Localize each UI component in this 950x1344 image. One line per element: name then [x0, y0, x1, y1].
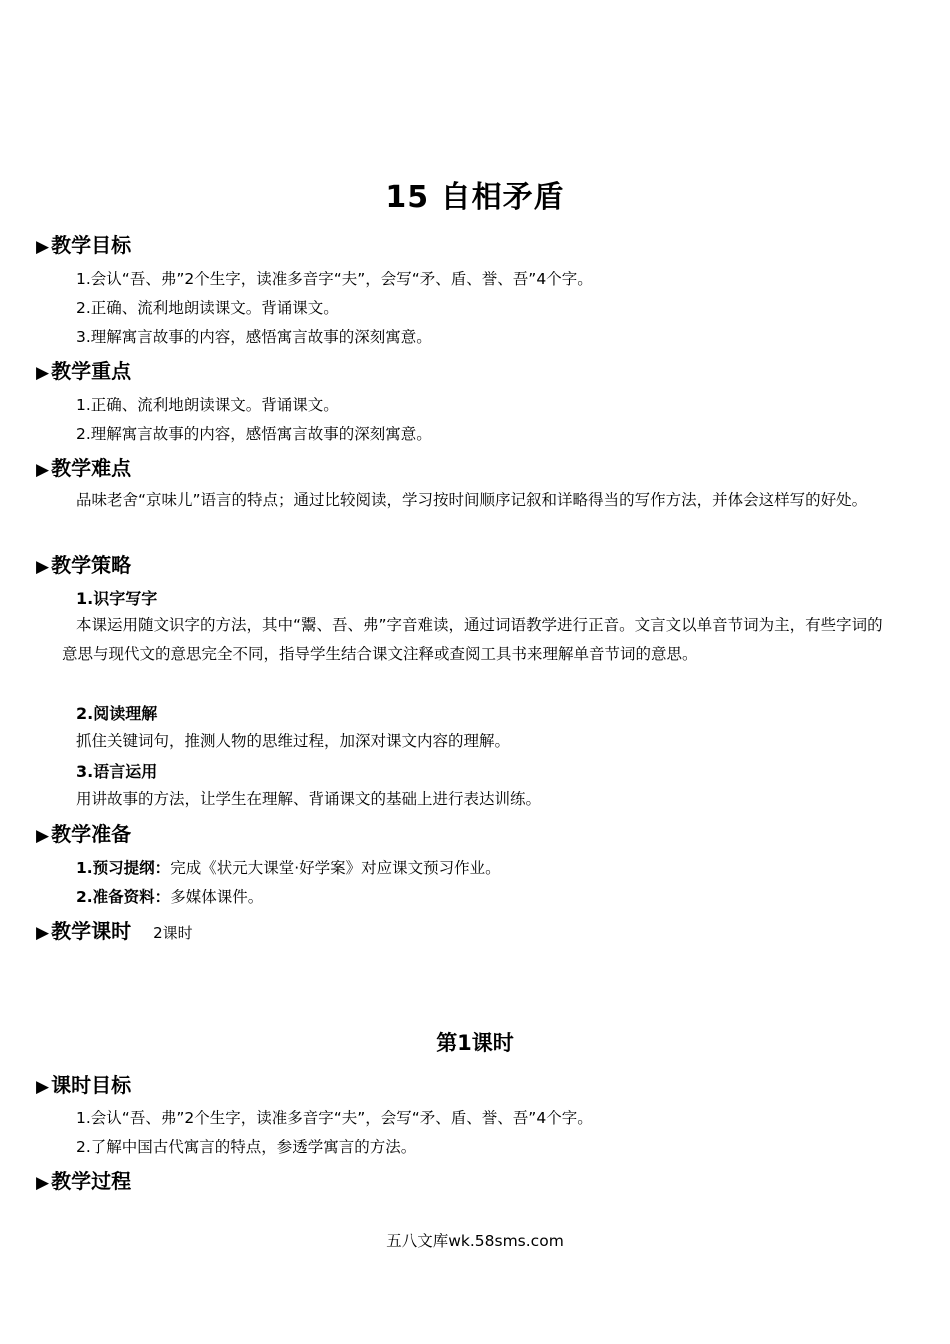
right-triangle-icon: ▶ [36, 1173, 50, 1193]
strategy-sub-text-1: 本课运用随文识字的方法，其中“鬻、吾、弗”字音难读，通过词语教学进行正音。文言文以单音节词为主，有些字词的意思与现代文的意思完全不同，指导学生结合课文注释或查阅工具书来理解单音节词的意思。 [62, 616, 883, 663]
goal-item-3: 3.理解寓言故事的内容，感悟寓言故事的深刻寓意。 [76, 328, 432, 346]
preparation-label-2: 2.准备资料： [76, 888, 171, 906]
right-triangle-icon: ▶ [36, 363, 50, 383]
footer-watermark: 五八文库wk.58sms.com [386, 1232, 564, 1250]
section-heading-preparation: ▶ 教学准备 [36, 822, 132, 846]
section-heading-strategy: ▶ 教学策略 [36, 553, 132, 577]
preparation-item-2 [76, 885, 263, 907]
section-heading-process: ▶ 教学过程 [36, 1169, 132, 1193]
section-heading-focus: ▶ 教学重点 [36, 359, 132, 383]
strategy-sub-text-3: 用讲故事的方法，让学生在理解、背诵课文的基础上进行表达训练。 [76, 790, 542, 808]
goal-item-1: 1.会认“吾、弗”2个生字，读准多音字“夫”，会写“矛、盾、誉、吾”4个字。 [76, 270, 593, 288]
preparation-label-1: 1.预习提纲： [76, 859, 171, 877]
preparation-text-1: 完成《状元大课堂·好学案》对应课文预习作业。 [170, 859, 501, 877]
section-heading-lesson-goals: ▶ 课时目标 [36, 1073, 132, 1097]
right-triangle-icon: ▶ [36, 923, 50, 943]
page-title: 15 自相矛盾 [385, 180, 565, 215]
strategy-sub-title-2: 2.阅读理解 [76, 704, 158, 723]
right-triangle-icon: ▶ [36, 557, 50, 577]
goal-item-2: 2.正确、流利地朗读课文。背诵课文。 [76, 299, 339, 317]
hours-value: 2课时 [153, 924, 193, 942]
right-triangle-icon: ▶ [36, 237, 50, 257]
difficulty-text: 品味老舍“京味儿”语言的特点；通过比较阅读，学习按时间顺序记叙和详略得当的写作方法，并体会这样写的好处。 [76, 491, 868, 509]
lesson-goal-item-1: 1.会认“吾、弗”2个生字，读准多音字“夫”，会写“矛、盾、誉、吾”4个字。 [76, 1109, 593, 1127]
section-heading-difficulty: ▶ 教学难点 [36, 456, 132, 480]
preparation-item-1 [76, 856, 501, 878]
section-heading-goals: ▶ 教学目标 [36, 233, 132, 257]
focus-item-1: 1.正确、流利地朗读课文。背诵课文。 [76, 396, 339, 414]
right-triangle-icon: ▶ [36, 1077, 50, 1097]
strategy-sub-text-2: 抓住关键词句，推测人物的思维过程，加深对课文内容的理解。 [76, 732, 511, 750]
strategy-sub-title-3: 3.语言运用 [76, 762, 158, 781]
right-triangle-icon: ▶ [36, 826, 50, 846]
section-heading-hours: ▶ 教学课时 2课时 [36, 919, 193, 943]
focus-item-2: 2.理解寓言故事的内容，感悟寓言故事的深刻寓意。 [76, 425, 432, 443]
lesson-goal-item-2: 2.了解中国古代寓言的特点，参透学寓言的方法。 [76, 1138, 417, 1156]
right-triangle-icon: ▶ [36, 460, 50, 480]
strategy-sub-title-1: 1.识字写字 [76, 589, 158, 608]
preparation-text-2: 多媒体课件。 [170, 888, 264, 906]
lesson-title: 第1课时 [436, 1031, 514, 1055]
